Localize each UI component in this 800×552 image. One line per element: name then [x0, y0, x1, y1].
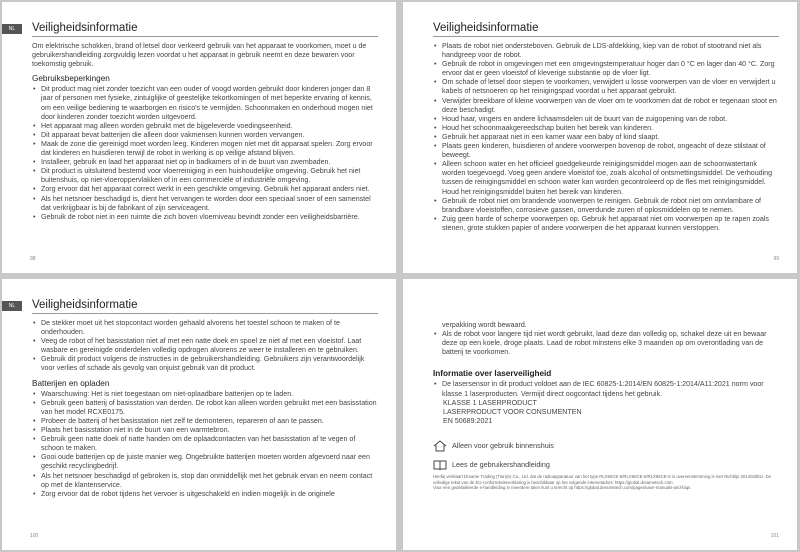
list-item: • Alleen schoon water en het officieel goedgekeurde reinigingsmiddel mogen aan de schoonwatertank worden toegevoegd. Voeg geen andere vloeistof toe, zoals alcohol of ontsmettingsmiddel. De verhouding tussen de reinigingsmiddel en schoon water kan worden gecontroleerd op de fles met reinigingsmiddel. Houd het reinigingsmiddel buiten het bereik van kinderen.: [433, 160, 779, 196]
page-body: [433, 321, 779, 491]
manual-label: Lees de gebruikershandleiding: [452, 460, 550, 470]
laser-line: KLASSE 1 LASERPRODUCT: [443, 398, 537, 407]
bullet-list: [433, 42, 779, 233]
list-item: • Plaats geen kinderen, huisdieren of andere voorwerpen bovenop de robot, ongeacht of deze stilstaat of beweegt.: [433, 142, 779, 160]
title-divider: [32, 313, 378, 314]
section-heading: Gebruiksbeperkingen: [32, 74, 110, 84]
book-icon: [433, 459, 447, 471]
list-item: • Waarschuwing: Het is niet toegestaan om niet-oplaadbare batterijen op te laden.: [32, 390, 378, 399]
list-item: • Dit product is uitsluitend bestemd voor vloerreiniging in een huishoudelijke omgeving. Gebruik het niet buitenshuis, op niet-vloeroppervlakken of in een commerciële of industriële omgeving.: [32, 167, 378, 185]
list-item: • Veeg de robot of het basisstation niet af met een natte doek en spoel ze niet af met een vloeistof. Laat wasbare en gereinigde onderdelen volledig opdrogen alvorens ze weer te installeren en te gebruiken.: [32, 337, 378, 355]
page-number: 100: [30, 533, 39, 539]
list-item: • Gebruik de robot in omgevingen met een omgevingstemperatuur hoger dan 0 °C en lager dan 40 °C. Zorg ervoor dat er geen vloeistof of kleverige substantie op de vloer ligt.: [433, 60, 779, 78]
bullet-list: [433, 380, 779, 398]
page-body: [32, 42, 378, 222]
laser-line: EN 50689:2021: [443, 416, 493, 425]
intro-paragraph: Om elektrische schokken, brand of letsel door verkeerd gebruik van het apparaat te voorkomen, moet u de gebruikershandleiding zorgvuldig lezen voordat u het apparaat in gebruik neemt en deze bewaren voor toekomstig gebruik.: [32, 42, 367, 69]
indoor-label: Alleen voor gebruik binnenshuis: [452, 441, 554, 451]
bullet-list: [433, 330, 779, 357]
laser-line: LASERPRODUCT VOOR CONSUMENTEN: [443, 407, 582, 416]
list-item: • Plaats de robot niet ondersteboven. Gebruik de LDS-afdekking, kiep van de robot of stootrand niet als handgreep voor de robot.: [433, 42, 779, 60]
list-item: • Plaats het basisstation niet in de buurt van een warmtebron.: [32, 426, 378, 435]
bullet-list: [32, 319, 378, 374]
list-item: • Gebruik geen batterij of basisstation van derden. De robot kan alleen worden gebruikt met een basisstation van het model RCXE0175.: [32, 399, 378, 417]
section-heading: Batterijen en opladen: [32, 378, 110, 388]
language-tab: NL: [2, 301, 22, 311]
list-item: • De lasersensor in dit product voldoet aan de IEC 60825-1:2014/EN 60825-1:2014/A11:2021 norm voor klasse 1 laserproducten. Vermijd direct oogcontact tijdens het gebruik.: [433, 380, 779, 398]
list-item: • Als het netsnoer beschadigd of gebroken is, stop dan onmiddellijk met het gebruik ervan en neem contact op met de klantenservice.: [32, 472, 378, 490]
list-item: • Om schade of letsel door stepen te voorkomen, verwijdert u losse voorwerpen van de vloer en verwijdert u kabels of netsnoeren op het reinigingspad voordat u het apparaat gebruikt.: [433, 78, 779, 96]
page-title: Veiligheidsinformatie: [32, 22, 138, 34]
language-tab: NL: [2, 24, 22, 34]
list-item: • Verwijder breekbare of kleine voorwerpen van de vloer om te voorkomen dat de robot er tegenaan stoot en deze beschadigt.: [433, 97, 779, 115]
manual-row: [433, 459, 779, 471]
page-100: [2, 279, 396, 550]
page-body: [32, 319, 378, 499]
page-number: 101: [770, 533, 779, 539]
title-divider: [433, 36, 779, 37]
list-item: • Probeer de batterij of het basisstation niet zelf te demonteren, repareren of aan te passen.: [32, 417, 378, 426]
page-number: 98: [30, 256, 36, 262]
list-item: • Maak de zone die gereinigd moet worden leeg. Kinderen mogen niet met dit apparaat spelen. Zorg ervoor dat kinderen en huisdieren terwijl de robot in werking is op veilige afstand blijven.: [32, 140, 378, 158]
list-item: • Gebruik de robot niet in een ruimte die zich boven vloerniveau bevindt zonder een veiligheidsbarrière.: [32, 213, 378, 222]
list-item: • Zorg ervoor dat het apparaat correct werkt in een geschikte omgeving. Gebruik het apparaat anders niet.: [32, 185, 378, 194]
title-divider: [32, 36, 378, 37]
list-item: • Als het netsnoer beschadigd is, dient het vervangen te worden door een speciaal snoer of een samenstel dat verkrijgbaar is bij de fabrikant of zijn serviceagent.: [32, 195, 378, 213]
page-body: [433, 42, 779, 233]
list-item: • Gooi oude batterijen op de juiste manier weg. Ongebruikte batterijen moeten worden afgevoerd naar een geschikt recyclingbedrijf.: [32, 453, 378, 471]
continued-text: verpakking wordt bewaard.: [442, 321, 527, 329]
footer-line: Voor een gedetailleerde e-handleiding in meerdere talen kunt u terecht op https://global.dreametech.com/pages/user-manuals-and-faqs: [433, 485, 691, 491]
house-icon: [433, 440, 447, 452]
section-heading: Informatie over laserveiligheid: [433, 369, 552, 379]
page-99: [403, 2, 797, 273]
page-title: Veiligheidsinformatie: [32, 299, 138, 311]
indoor-row: [433, 440, 779, 452]
footer-line: Hierbij verklaart Dreame Trading (Tianjin) Co., Ltd. dat de radioapparatuur van het type RLX65CE-6/RLX65CE-5/RLX65CE-6 in overeenstemming is met Richtlijn 2014/53/EU. De volledige tekst van de EU-conformiteitsverklaring is beschikbaar op het volgende internetadres: https://global.dreametech.com: [433, 473, 772, 485]
page-98: [2, 2, 396, 273]
page-101: [403, 279, 797, 550]
footer-notes: [433, 474, 779, 491]
list-item: • Het apparaat mag alleen worden gebruikt met de bijgeleverde voedingseenheid.: [32, 122, 378, 131]
list-item: • Houd het schoonmaakgereedschap buiten het bereik van kinderen.: [433, 124, 779, 133]
bullet-list: [32, 390, 378, 499]
list-item: • Zorg ervoor dat de robot tijdens het vervoer is uitgeschakeld en indien mogelijk in de originele: [32, 490, 378, 499]
list-item: • Dit product mag niet zonder toezicht van een ouder of voogd worden gebruikt door kinderen jonger dan 8 jaar of personen met fysieke, zintuiglijke of geestelijke tekortkomingen of met beperkte ervaring of kennis, om een veilige bediening te waarborgen en risico's te vermijden. Schoonmaken en onderhoud mogen niet door kinderen zonder toezicht worden uitgevoerd.: [32, 85, 378, 121]
page-title: Veiligheidsinformatie: [433, 22, 539, 34]
list-item: • Zuig geen harde of scherpe voorwerpen op. Gebruik het apparaat niet om voorwerpen op te rapen zoals stenen, grote stukken papier of andere voorwerpen die het apparaat kunnen verstoppen.: [433, 215, 779, 233]
list-item: • Als de robot voor langere tijd niet wordt gebruikt, laad deze dan volledig op, schakel deze uit en bewaar deze op een koele, droge plaats. Laad de robot minstens elke 3 maanden op om overontlading van de batterij te voorkomen.: [433, 330, 779, 357]
list-item: • De stekker moet uit het stopcontact worden gehaald alvorens het toestel schoon te maken of te onderhouden.: [32, 319, 378, 337]
list-item: • Installeer, gebruik en laad het apparaat niet op in badkamers of in de buurt van zwembaden.: [32, 158, 378, 167]
list-item: • Gebruik dit product volgens de instructies in de gebruikershandleiding. Gebruikers zijn verantwoordelijk voor verlies of schade als gevolg van onjuist gebruik van dit product.: [32, 355, 378, 373]
list-item: • Dit apparaat bevat batterijen die alleen door vakmensen kunnen worden vervangen.: [32, 131, 378, 140]
list-item: • Gebruik de robot niet om brandende voorwerpen te reinigen. Gebruik de robot niet om ontvlambare of brandbare vloeistoffen, corrosieve gassen, onverdunde zuren of oplosmiddelen op te nemen.: [433, 197, 779, 215]
list-item: • Houd haar, vingers en andere lichaamsdelen uit de buurt van de zuigopening van de robot.: [433, 115, 779, 124]
page-number: 99: [773, 256, 779, 262]
bullet-list: [32, 85, 378, 221]
list-item: • Gebruik geen natte doek of natte handen om de oplaadcontacten van het basisstation af te vegen of schoon te maken.: [32, 435, 378, 453]
list-item: • Gebruik het apparaat niet in een kamer waar een baby of kind slaapt.: [433, 133, 779, 142]
laser-class-lines: [433, 399, 779, 426]
